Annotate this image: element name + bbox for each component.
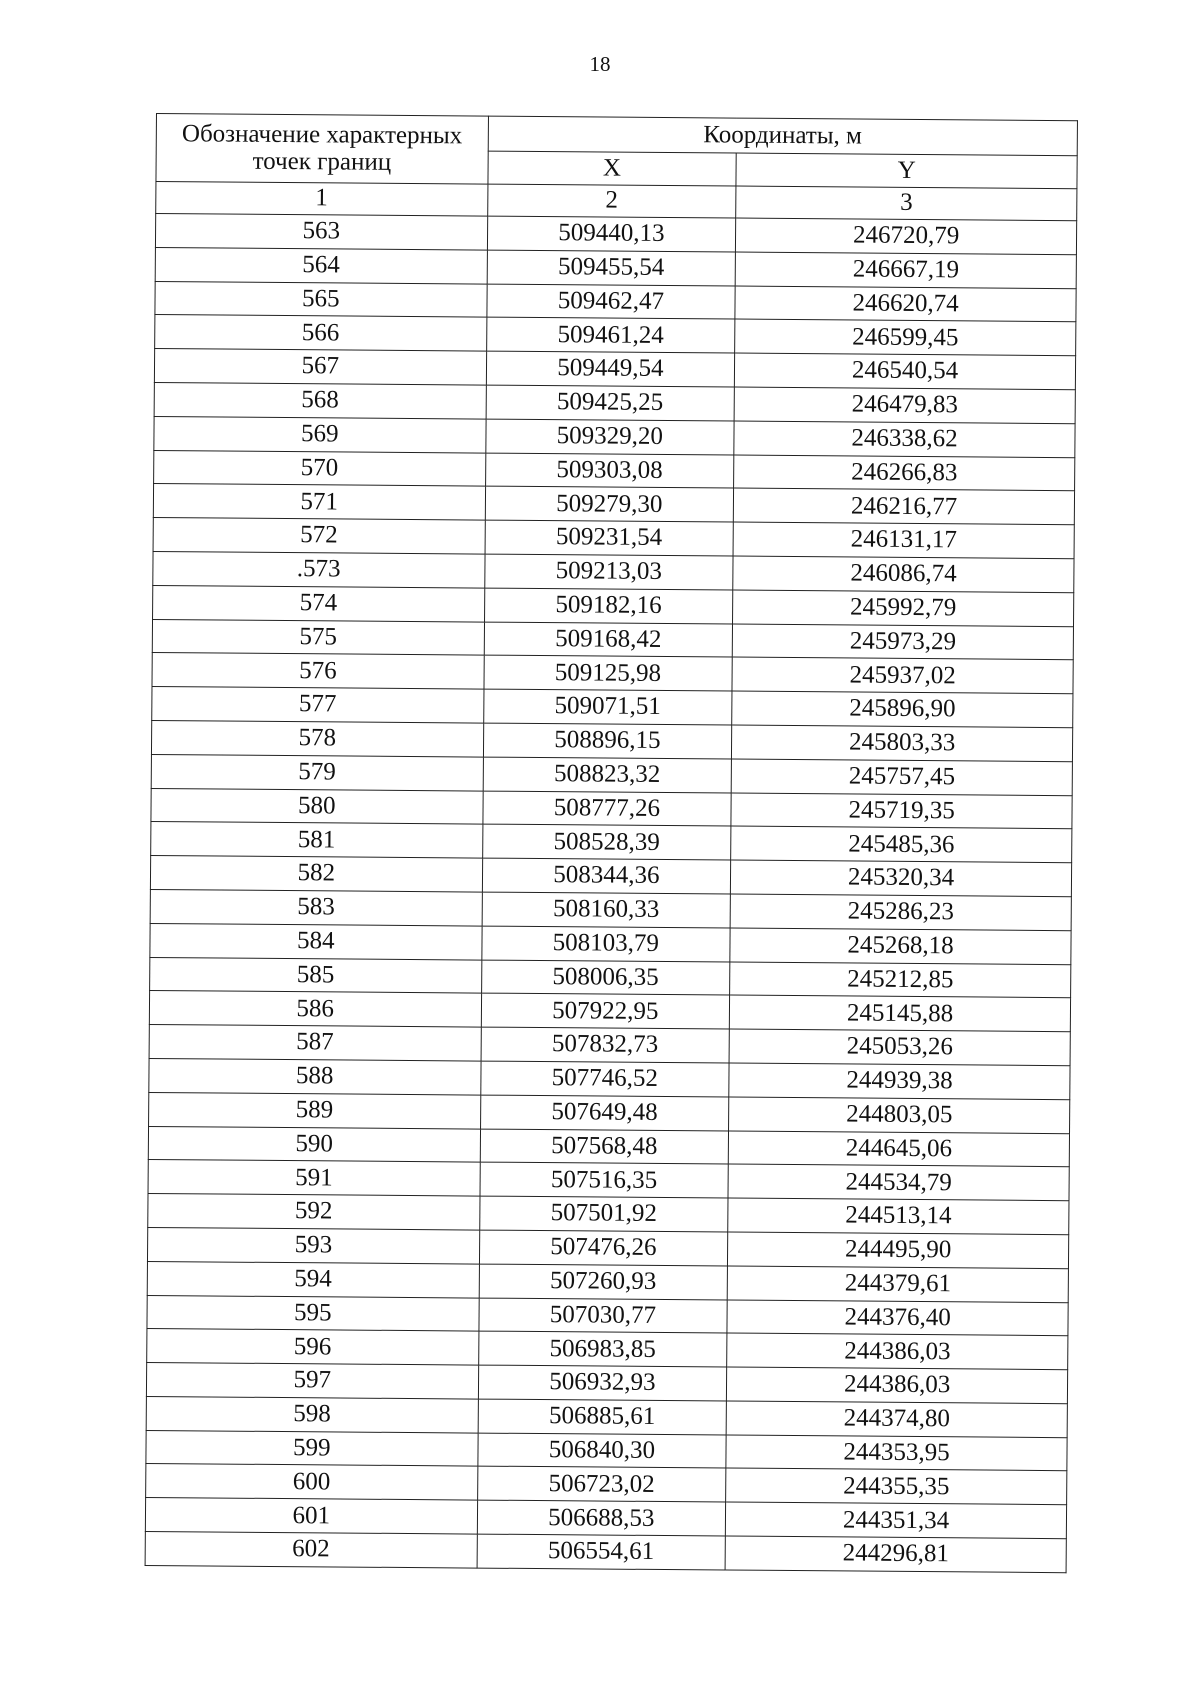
point-id-cell: 590 [148, 1126, 480, 1162]
y-coordinate-cell: 245937,02 [732, 657, 1073, 693]
point-id-cell: 598 [146, 1396, 478, 1432]
y-coordinate-cell: 244513,14 [728, 1198, 1069, 1234]
header-coordinates: Координаты, м [488, 116, 1078, 156]
y-coordinate-cell: 244645,06 [728, 1131, 1069, 1167]
point-id-cell: 571 [153, 484, 485, 520]
y-coordinate-cell: 244379,61 [727, 1266, 1068, 1302]
x-coordinate-cell: 509440,13 [487, 216, 736, 252]
y-coordinate-cell: 244534,79 [728, 1164, 1069, 1200]
point-id-cell: 596 [147, 1329, 479, 1365]
y-coordinate-cell: 245803,33 [732, 725, 1073, 761]
x-coordinate-cell: 507501,92 [479, 1196, 728, 1232]
x-coordinate-cell: 509279,30 [485, 486, 734, 522]
header-row [156, 114, 1077, 156]
x-coordinate-cell: 509461,24 [486, 317, 735, 353]
point-id-cell: 599 [146, 1430, 478, 1466]
point-id-cell: 567 [154, 349, 486, 385]
x-coordinate-cell: 509125,98 [484, 655, 733, 691]
point-id-cell: 594 [147, 1261, 479, 1297]
y-coordinate-cell: 246131,17 [733, 522, 1074, 558]
point-id-cell: 575 [152, 619, 484, 655]
y-coordinate-cell: 245719,35 [731, 793, 1072, 829]
y-coordinate-cell: 245757,45 [731, 759, 1072, 795]
y-coordinate-cell: 244296,81 [725, 1536, 1066, 1572]
point-id-cell: 572 [153, 518, 485, 554]
point-id-cell: 593 [147, 1227, 479, 1263]
point-id-cell: 587 [149, 1025, 481, 1061]
x-coordinate-cell: 508160,33 [482, 892, 731, 928]
point-id-cell: 581 [151, 822, 483, 858]
x-coordinate-cell: 509449,54 [486, 351, 735, 387]
x-coordinate-cell: 509071,51 [483, 689, 732, 725]
header-point-designation: Обозначение характерных точек границ [156, 114, 488, 185]
y-coordinate-cell: 244939,38 [729, 1063, 1070, 1099]
x-coordinate-cell: 507649,48 [480, 1095, 729, 1131]
point-id-cell: 569 [154, 416, 486, 452]
x-coordinate-cell: 509182,16 [484, 588, 733, 624]
y-coordinate-cell: 246338,62 [734, 421, 1075, 457]
y-coordinate-cell: 245268,18 [730, 928, 1071, 964]
y-coordinate-cell: 246667,19 [735, 252, 1076, 288]
y-coordinate-cell: 246266,83 [734, 455, 1075, 491]
x-coordinate-cell: 508896,15 [483, 723, 732, 759]
point-id-cell: 570 [154, 450, 486, 486]
x-coordinate-cell: 509168,42 [484, 622, 733, 658]
x-coordinate-cell: 506983,85 [478, 1331, 727, 1367]
point-id-cell: 566 [155, 315, 487, 351]
point-id-cell: 600 [146, 1464, 478, 1500]
y-coordinate-cell: 244353,95 [726, 1435, 1067, 1471]
x-coordinate-cell: 507476,26 [479, 1230, 728, 1266]
coordinates-table [145, 113, 1078, 1573]
y-coordinate-cell: 244351,34 [726, 1502, 1067, 1538]
x-coordinate-cell: 507832,73 [481, 1027, 730, 1063]
y-coordinate-cell: 246599,45 [735, 319, 1076, 355]
y-coordinate-cell: 244386,03 [727, 1367, 1068, 1403]
x-coordinate-cell: 508103,79 [481, 926, 730, 962]
y-coordinate-cell: 245992,79 [733, 590, 1074, 626]
point-id-cell: 597 [146, 1363, 478, 1399]
point-id-cell: 576 [152, 653, 484, 689]
point-id-cell: 588 [149, 1058, 481, 1094]
y-coordinate-cell: 244495,90 [728, 1232, 1069, 1268]
y-coordinate-cell: 246216,77 [734, 488, 1075, 524]
x-coordinate-cell: 506723,02 [477, 1467, 726, 1503]
point-id-cell: 564 [155, 247, 487, 283]
x-coordinate-cell: 507568,48 [480, 1129, 729, 1165]
x-coordinate-cell: 508823,32 [483, 757, 732, 793]
point-id-cell: 595 [147, 1295, 479, 1331]
x-coordinate-cell: 509329,20 [485, 419, 734, 455]
table-row [145, 1532, 1066, 1573]
y-coordinate-cell: 246086,74 [733, 556, 1074, 592]
y-coordinate-cell: 246620,74 [735, 286, 1076, 322]
y-coordinate-cell: 244803,05 [729, 1097, 1070, 1133]
x-coordinate-cell: 506932,93 [478, 1365, 727, 1401]
point-id-cell: 578 [151, 720, 483, 756]
point-id-cell: 586 [149, 991, 481, 1027]
x-coordinate-cell: 507922,95 [481, 993, 730, 1029]
point-id-cell: 565 [155, 281, 487, 317]
x-coordinate-cell: 509303,08 [485, 453, 734, 489]
x-coordinate-cell: 508344,36 [482, 858, 731, 894]
y-coordinate-cell: 246540,54 [735, 353, 1076, 389]
column-number: 2 [487, 184, 736, 218]
y-coordinate-cell: 245896,90 [732, 691, 1073, 727]
x-coordinate-cell: 506554,61 [477, 1534, 726, 1570]
point-id-cell: 584 [150, 923, 482, 959]
point-id-cell: 591 [148, 1160, 480, 1196]
y-coordinate-cell: 244355,35 [726, 1469, 1067, 1505]
x-coordinate-cell: 509231,54 [485, 520, 734, 556]
point-id-cell: 580 [151, 788, 483, 824]
x-coordinate-cell: 509213,03 [484, 554, 733, 590]
column-number: 1 [156, 182, 488, 217]
x-coordinate-cell: 506688,53 [477, 1500, 726, 1536]
point-id-cell: 592 [148, 1194, 480, 1230]
x-coordinate-cell: 506840,30 [477, 1433, 726, 1469]
point-id-cell: 582 [150, 856, 482, 892]
y-coordinate-cell: 245320,34 [731, 860, 1072, 896]
y-coordinate-cell: 245145,88 [730, 995, 1071, 1031]
point-id-cell: 568 [154, 382, 486, 418]
y-coordinate-cell: 245053,26 [729, 1029, 1070, 1065]
y-coordinate-cell: 245212,85 [730, 962, 1071, 998]
x-coordinate-cell: 507260,93 [479, 1264, 728, 1300]
x-coordinate-cell: 507746,52 [480, 1061, 729, 1097]
point-id-cell: 601 [145, 1498, 477, 1534]
x-coordinate-cell: 508006,35 [481, 960, 730, 996]
point-id-cell: 579 [151, 754, 483, 790]
y-coordinate-cell: 244386,03 [727, 1333, 1068, 1369]
y-coordinate-cell: 246720,79 [736, 218, 1077, 254]
page-number: 18 [589, 52, 611, 76]
y-coordinate-cell: 244376,40 [727, 1300, 1068, 1336]
point-id-cell: 574 [153, 585, 485, 621]
point-id-cell: 602 [145, 1532, 477, 1568]
y-coordinate-cell: 245973,29 [732, 624, 1073, 660]
point-id-cell: 589 [149, 1092, 481, 1128]
x-coordinate-cell: 509462,47 [486, 284, 735, 320]
column-number: 3 [736, 186, 1077, 221]
point-id-cell: 583 [150, 889, 482, 925]
x-coordinate-cell: 506885,61 [478, 1399, 727, 1435]
y-coordinate-cell: 245485,36 [731, 826, 1072, 862]
point-id-cell: .573 [153, 551, 485, 587]
y-coordinate-cell: 245286,23 [730, 894, 1071, 930]
y-coordinate-cell: 244374,80 [726, 1401, 1067, 1437]
point-id-cell: 577 [152, 687, 484, 723]
x-coordinate-cell: 508777,26 [482, 791, 731, 827]
point-id-cell: 563 [155, 214, 487, 250]
x-coordinate-cell: 507030,77 [478, 1298, 727, 1334]
header-y: Y [736, 153, 1077, 189]
y-coordinate-cell: 246479,83 [734, 387, 1075, 423]
point-id-cell: 585 [150, 957, 482, 993]
x-coordinate-cell: 508528,39 [482, 824, 731, 860]
x-coordinate-cell: 509455,54 [487, 250, 736, 286]
x-coordinate-cell: 507516,35 [480, 1162, 729, 1198]
x-coordinate-cell: 509425,25 [486, 385, 735, 421]
header-x: X [487, 151, 736, 186]
